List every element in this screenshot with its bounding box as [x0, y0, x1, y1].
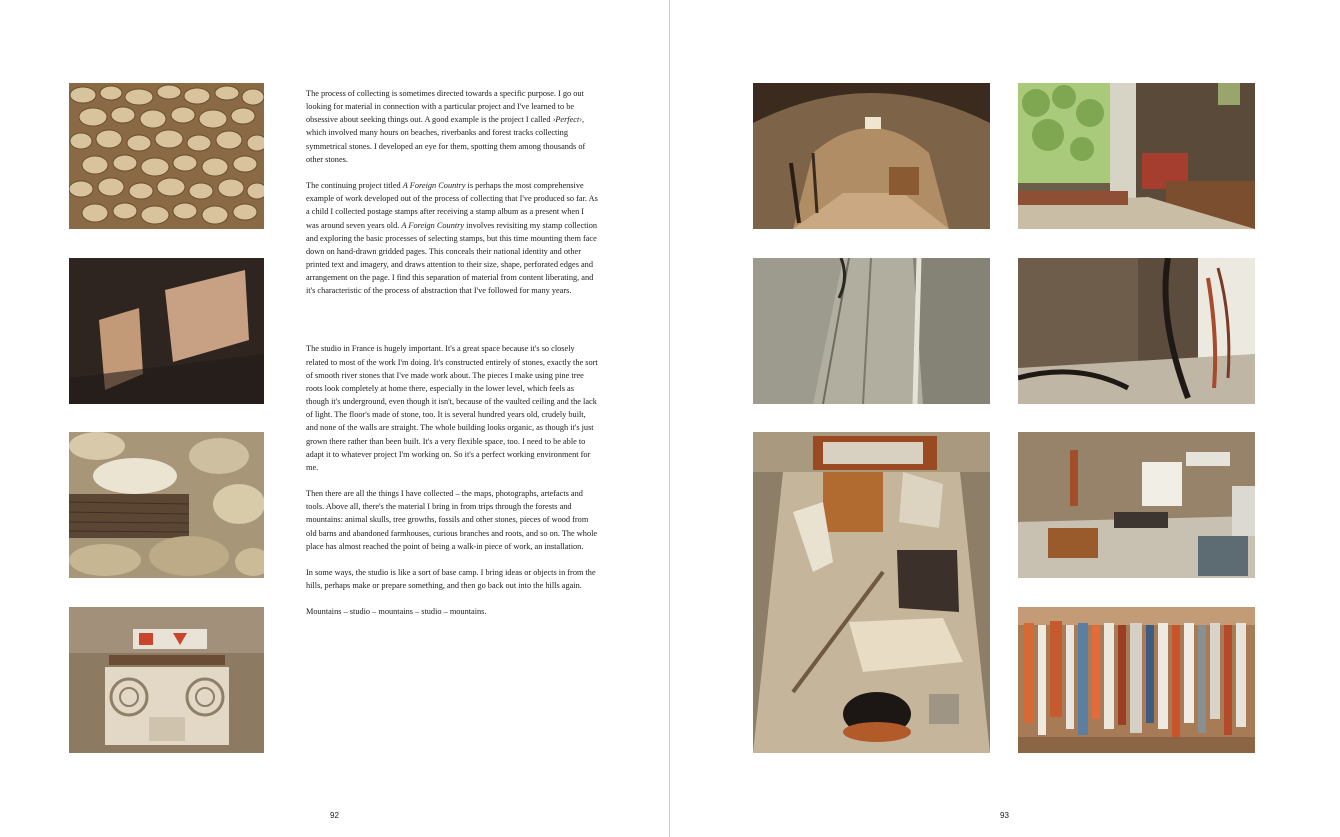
italic-title: A Foreign Country [401, 220, 465, 230]
photo-stone-wall [69, 83, 264, 229]
photo-ionic-capital [69, 607, 264, 753]
text-run: The process of collecting is sometimes directed towards a specific purpose. I go out looking for material in connection with a particular project and I've learned to be obsessive about seeking things out. A good example is the project I called [306, 89, 584, 125]
left-page [0, 0, 669, 837]
body-paragraph [306, 342, 598, 474]
text-run: The studio in France is hugely important. It's a great space because it's so closely related to most of the work I'm doing. It's constructed entirely of stones, exactly the sort of smooth river stones that I've made work about. The pieces I make using pine tree roots look completely at home there, especially in the lower level, which feels as though it's underground, even though it isn't, because of the vaulted ceiling and the lack of light. The floor's made of stone, too. It is several hundred years old, crudely built, and none of the walls are straight. The whole building looks organic, as though it's just grown there rather than been built. It's a very flexible space, too. I need to be able to adapt it to whatever project I'm working on. So it's a perfect working environment for me. [306, 344, 598, 472]
photo-root-sculpture [1018, 258, 1255, 404]
italic-title: ›Perfect› [552, 115, 583, 125]
italic-title: A Foreign Country [402, 181, 466, 191]
text-run: , which involved many hours on beaches, riverbanks and forest tracks collecting symmetrical stones. I developed an eye for them, spotting them among thousands of other stones. [306, 115, 586, 164]
text-run: Mountains – studio – mountains – studio – mountains. [306, 607, 487, 617]
body-paragraph [306, 87, 598, 166]
text-run: Then there are all the things I have collected – the maps, photographs, artefacts and tools. Above all, there's the material I bring in from trips through the forests and mountains: animal skulls, tree growths, fossils and other stones, pieces of wood from old barns and abandoned farmhouses, curious branches and roots, and so on. The whole place has almost reached the point of being a walk-in piece of work, an installation. [306, 489, 598, 551]
photo-rock-surface [753, 258, 990, 404]
photo-stones-and-beam [69, 432, 264, 578]
text-run: The continuing project titled [306, 181, 403, 191]
photo-paint-brushes [1018, 607, 1255, 753]
right-page [670, 0, 1340, 837]
photo-studio-room [1018, 432, 1255, 578]
text-run: is perhaps the most comprehensive example of work developed out of the process of collecting that I've produced so far. As a child I collected postage stamps after receiving a stamp album as a present when I was around seven years old. [306, 181, 598, 230]
body-paragraph [306, 605, 598, 618]
body-paragraph [306, 179, 598, 297]
photo-window-ivy-chair [1018, 83, 1255, 229]
text-run: In some ways, the studio is like a sort of base camp. I bring ideas or objects in from the hills, perhaps make or prepare something, and then go back out into the hills again. [306, 567, 596, 591]
text-run: involves revisiting my stamp collection and exploring the basic processes of selecting stamps, but this time mounting them face down on hand-drawn gridded pages. This conceals their national identity and other printed text and imagery, and draws attention to their size, shape, perforated edges and arrangement on the page. I find this separation of material from content liberating, and it's characteristic of the process of abstraction that I've followed for many years. [306, 220, 598, 296]
photo-workbench-objects [753, 432, 990, 753]
body-paragraph [306, 487, 598, 553]
page-number-left: 92 [330, 811, 339, 820]
body-text [306, 87, 598, 632]
photo-vaulted-cellar [753, 83, 990, 229]
photo-light-on-wall [69, 258, 264, 404]
page-number-right: 93 [1000, 811, 1009, 820]
body-paragraph [306, 566, 598, 592]
